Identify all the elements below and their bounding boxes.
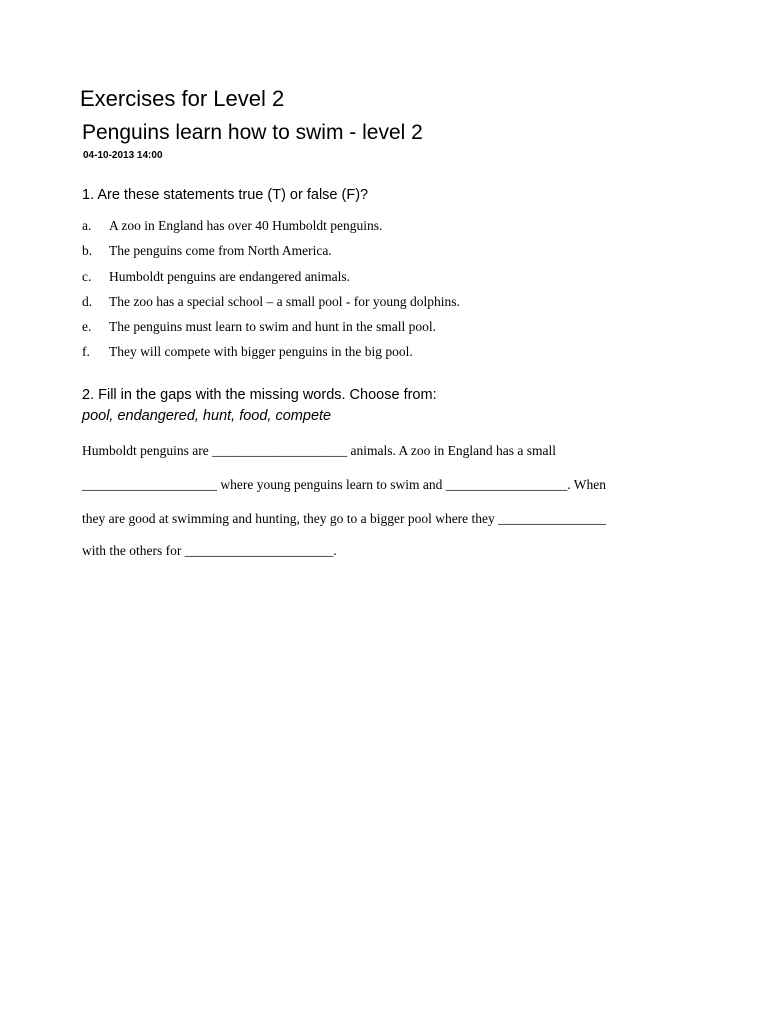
gap-fill-line: they are good at swimming and hunting, they go to a bigger pool where they ________________	[82, 511, 607, 526]
gap-fill-line: with the others for ______________________.	[82, 543, 337, 558]
statement-letter: e.	[82, 319, 92, 334]
exercise-1-heading	[82, 187, 368, 203]
statement-e	[82, 319, 436, 335]
gap-fill-line: ____________________ where young penguins learn to swim and __________________. When	[82, 477, 606, 492]
gap-fill-line: Humboldt penguins are ____________________ animals. A zoo in England has a small	[82, 443, 556, 458]
article-date: 04-10-2013 14:00	[83, 150, 163, 161]
page-title: Exercises for Level 2	[80, 86, 285, 111]
word-options: pool, endangered, hunt, food, compete	[82, 408, 332, 424]
article-title: Penguins learn how to swim - level 2	[82, 121, 423, 144]
exercise-2-instruction: Fill in the gaps with the missing words. Choose from:	[98, 387, 437, 403]
statement-letter: f.	[82, 344, 90, 359]
statement-c	[82, 269, 350, 285]
statement-f	[82, 344, 413, 360]
exercise-2-heading	[82, 387, 437, 403]
statement-letter: c.	[82, 269, 92, 284]
statement-letter: a.	[82, 218, 92, 233]
statement-letter: b.	[82, 243, 93, 258]
statement-a	[82, 218, 382, 234]
exercise-1-number: 1.	[82, 187, 95, 203]
statement-d	[82, 294, 460, 310]
exercise-2-number: 2.	[82, 387, 95, 403]
statement-text: The zoo has a special school – a small pool - for young dolphins.	[109, 294, 460, 309]
statement-text: The penguins must learn to swim and hunt in the small pool.	[109, 319, 436, 334]
statement-b	[82, 243, 332, 259]
exercise-1-instruction: Are these statements true (T) or false (F)?	[97, 187, 369, 203]
statement-text: They will compete with bigger penguins in the big pool.	[109, 344, 413, 359]
statement-letter: d.	[82, 294, 93, 309]
statement-text: The penguins come from North America.	[109, 243, 332, 258]
statement-text: A zoo in England has over 40 Humboldt penguins.	[109, 218, 383, 233]
statement-text: Humboldt penguins are endangered animals.	[109, 269, 351, 284]
